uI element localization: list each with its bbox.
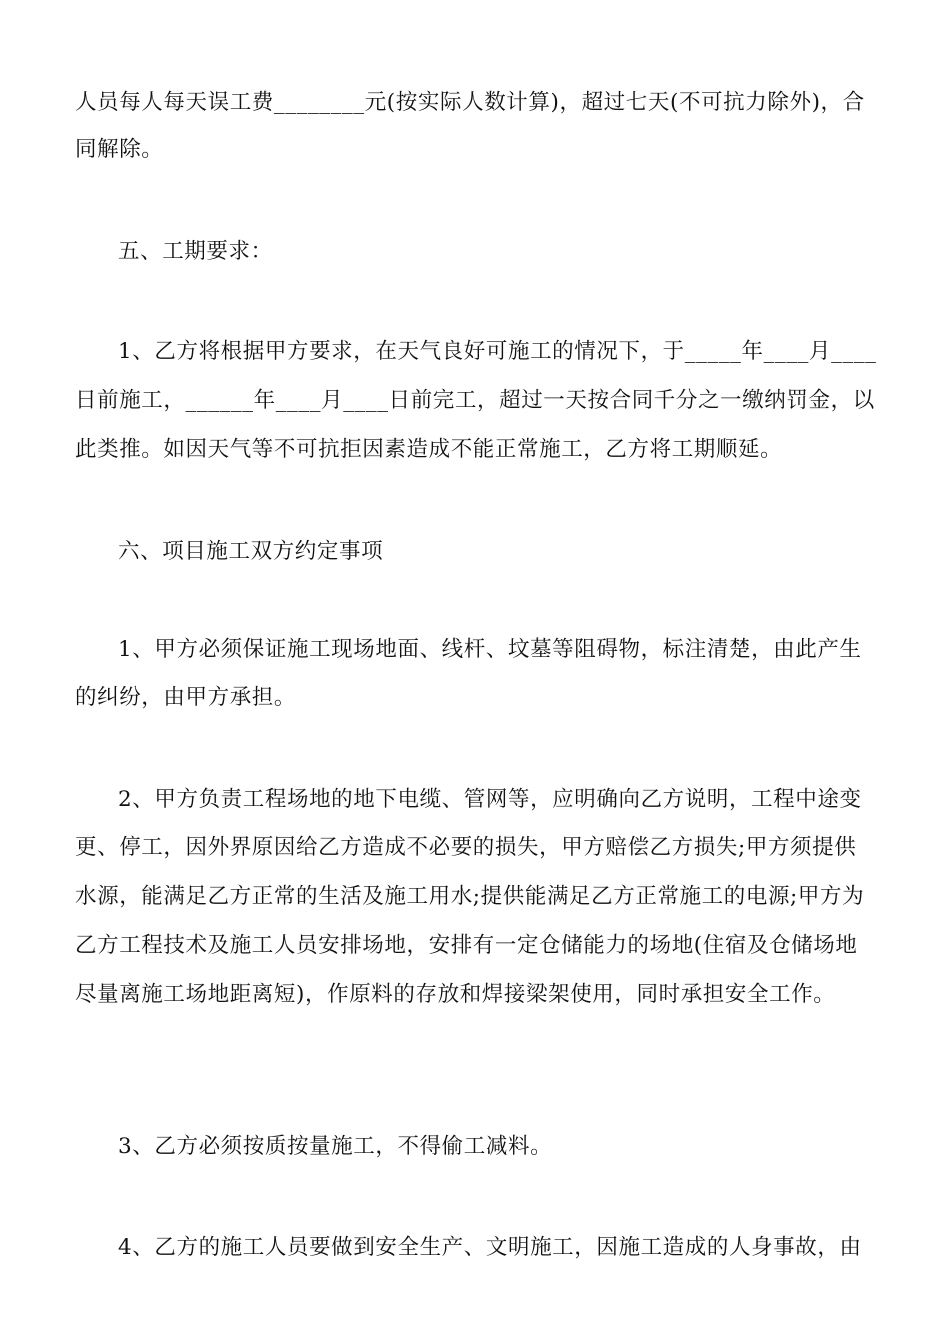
text-line: 乙方工程技术及施工人员安排场地，安排有一定仓储能力的场地(住宿及仓储场地	[75, 933, 858, 958]
text-line: 3、乙方必须按质按量施工，不得偷工减料。	[118, 1134, 553, 1159]
text-line: 4、乙方的施工人员要做到安全生产、文明施工，因施工造成的人身事故，由	[118, 1235, 862, 1260]
text-line: 日前施工，______年____月____日前完工，超过一天按合同千分之一缴纳罚金，以	[75, 388, 875, 413]
section-heading: 六、项目施工双方约定事项	[118, 539, 384, 564]
text-line: 水源，能满足乙方正常的生活及施工用水;提供能满足乙方正常施工的电源;甲方为	[75, 884, 865, 909]
text-line: 的纠纷，由甲方承担。	[75, 685, 297, 710]
text-line: 人员每人每天误工费________元(按实际人数计算)，超过七天(不可抗力除外)，合	[75, 90, 865, 115]
text-line: 1、甲方必须保证施工现场地面、线杆、坟墓等阻碍物，标注清楚，由此产生	[118, 637, 862, 662]
text-line: 此类推。如因天气等不可抗拒因素造成不能正常施工，乙方将工期顺延。	[75, 437, 783, 462]
text-line: 2、甲方负责工程场地的地下电缆、管网等，应明确向乙方说明，工程中途变	[118, 787, 862, 812]
text-line: 同解除。	[75, 137, 164, 162]
text-line: 1、乙方将根据甲方要求，在天气良好可施工的情况下，于_____年____月____	[118, 339, 877, 364]
text-line: 更、停工，因外界原因给乙方造成不必要的损失，甲方赔偿乙方损失;甲方须提供	[75, 835, 857, 860]
text-line: 尽量离施工场地距离短)，作原料的存放和焊接梁架使用，同时承担安全工作。	[75, 982, 836, 1007]
section-heading: 五、工期要求：	[118, 239, 273, 264]
